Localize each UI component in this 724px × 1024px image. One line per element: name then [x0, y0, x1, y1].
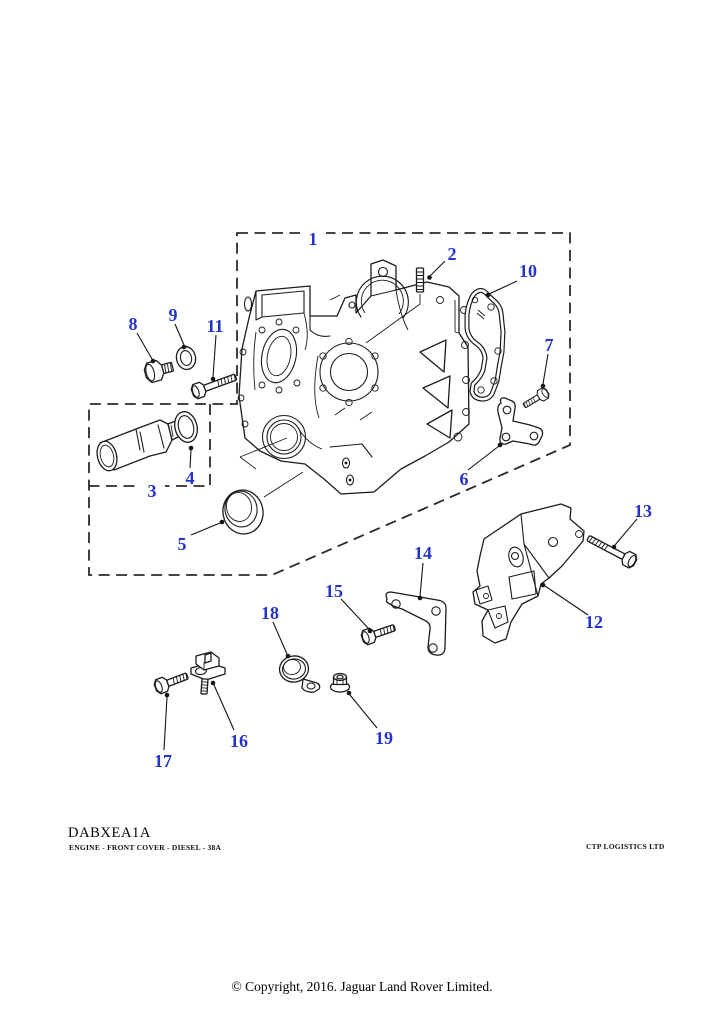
callout-4[interactable]: 4: [185, 468, 195, 488]
part-o-ring: [172, 409, 201, 444]
part-bolt-15: [360, 620, 397, 645]
callout-12[interactable]: 12: [585, 612, 603, 632]
part-bolt-11: [190, 370, 238, 400]
part-washer: [174, 345, 197, 371]
callout-16[interactable]: 16: [230, 731, 248, 751]
callout-3[interactable]: 3: [147, 481, 157, 501]
part-flange-nut: [331, 674, 350, 693]
part-plug-bolt: [143, 357, 175, 384]
callout-7[interactable]: 7: [544, 335, 554, 355]
part-mounting-bracket: [473, 504, 584, 643]
callout-10[interactable]: 10: [519, 261, 537, 281]
callout-8[interactable]: 8: [128, 314, 138, 334]
part-seal: [219, 487, 266, 537]
callout-18[interactable]: 18: [261, 603, 279, 623]
callout-9[interactable]: 9: [168, 305, 178, 325]
part-fitting: [94, 420, 182, 473]
part-bolt-17: [153, 669, 190, 695]
vendor-label: CTP LOGISTICS LTD: [586, 842, 665, 851]
copyright-notice: © Copyright, 2016. Jaguar Land Rover Limited.: [231, 979, 493, 994]
part-front-cover: [238, 260, 470, 494]
part-bracket-plate: [386, 592, 446, 655]
callout-1[interactable]: 1: [308, 229, 318, 249]
figure-title: ENGINE - FRONT COVER - DIESEL - 38A: [69, 843, 222, 852]
part-clamp-block: [191, 652, 225, 694]
callout-6[interactable]: 6: [459, 469, 469, 489]
callout-13[interactable]: 13: [634, 501, 652, 521]
callout-11[interactable]: 11: [206, 316, 224, 336]
callout-14[interactable]: 14: [414, 543, 432, 563]
callout-19[interactable]: 19: [375, 728, 393, 748]
callout-15[interactable]: 15: [325, 581, 343, 601]
callout-5[interactable]: 5: [177, 534, 187, 554]
part-p-clip: [278, 654, 320, 692]
part-bolt-7: [521, 387, 550, 411]
part-bracket-small: [498, 398, 543, 445]
callout-2[interactable]: 2: [447, 244, 457, 264]
part-gasket: [467, 290, 503, 399]
callout-17[interactable]: 17: [154, 751, 172, 771]
figure-code: DABXEA1A: [68, 825, 151, 841]
part-bolt-13: [585, 531, 639, 569]
